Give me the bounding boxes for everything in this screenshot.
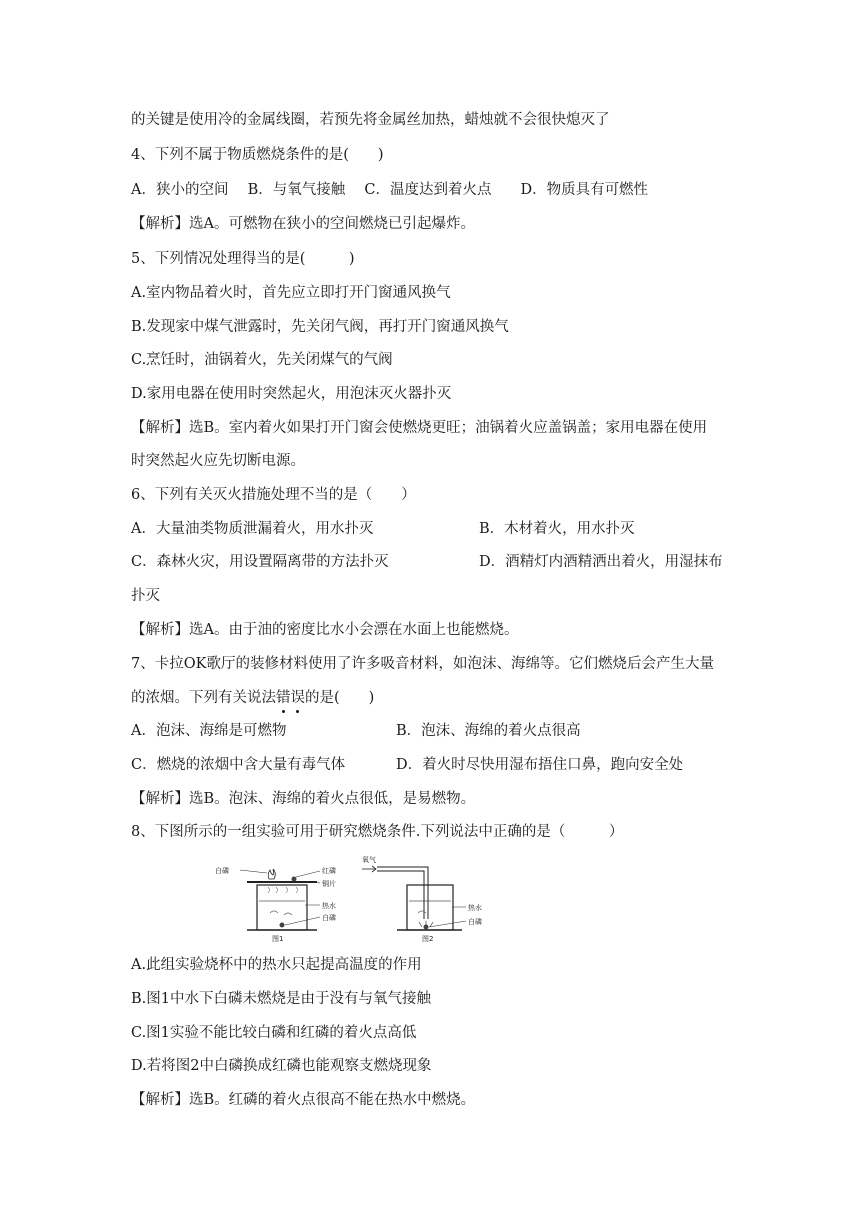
question-5-option-d: D.家用电器在使用时突然起火，用泡沫灭火器扑灭: [131, 386, 452, 402]
question-6-option-d: D．酒精灯内酒精洒出着火，用湿抹布: [479, 554, 723, 570]
question-5-option-a: A.室内物品着火时，首先应立即打开门窗通风换气: [131, 285, 451, 301]
question-5-option-b: B.发现家中煤气泄露时，先关闭气阀，再打开门窗通风换气: [131, 319, 509, 335]
question-5: 5、下列情况处理得当的是( ): [131, 251, 355, 267]
figure-1-label-white-phosphorus-2: 白磷: [322, 914, 336, 922]
question-8-answer: 【解析】选B。红磷的着火点很高不能在热水中燃烧。: [131, 1092, 476, 1108]
question-6-option-c: C．森林火灾，用设置隔离带的方法扑灭: [131, 554, 389, 570]
question-7-answer: 【解析】选B。泡沫、海绵的着火点很低，是易燃物。: [131, 791, 476, 807]
question-7-line-1: 7、卡拉OK歌厅的装修材料使用了许多吸音材料，如泡沫、海绵等。它们燃烧后会产生大量: [131, 656, 714, 672]
question-5-option-c: C.烹饪时，油锅着火，先关闭煤气的气阀: [131, 352, 393, 368]
experiment-figure: [212, 853, 492, 943]
question-6-option-d-continued: 扑灭: [131, 588, 160, 604]
figure-1-label-white-phosphorus: 白磷: [215, 867, 229, 875]
question-7-line-2: [131, 688, 374, 708]
figure-2-label-oxygen: 氧气: [362, 856, 376, 864]
figure-1-apparatus: [215, 866, 336, 943]
figure-2-label-white-phosphorus: 白磷: [468, 918, 482, 926]
question-7-tail: 的是( ): [305, 690, 375, 706]
question-8-option-b: B.图1中水下白磷未燃烧是由于没有与氧气接触: [131, 991, 431, 1007]
question-7-option-b: B．泡沫、海绵的着火点很高: [396, 723, 581, 739]
question-5-answer-line-2: 时突然起火应先切断电源。: [131, 453, 305, 469]
paragraph-continuation: 的关键是使用冷的金属线圈，若预先将金属丝加热，蜡烛就不会很快熄灭了: [131, 112, 610, 128]
figure-1-label-red-phosphorus: 红磷: [322, 867, 336, 875]
figure-2-caption: 图2: [422, 935, 434, 943]
question-8-option-c: C.图1实验不能比较白磷和红磷的着火点高低: [131, 1025, 417, 1041]
question-6-option-a: A．大量油类物质泄漏着火，用水扑灭: [131, 521, 374, 537]
figure-2-apparatus: [362, 855, 482, 943]
question-4-options: A．狭小的空间 B．与氧气接触 C．温度达到着火点 D．物质具有可燃性: [131, 182, 649, 198]
emphasis-char-2: 误: [290, 690, 305, 706]
question-8: 8、下图所示的一组实验可用于研究燃烧条件.下列说法中正确的是（ ）: [131, 824, 624, 840]
question-4-answer: 【解析】选A。可燃物在狭小的空间燃烧已引起爆炸。: [131, 216, 475, 232]
question-7-option-d: D．着火时尽快用湿布捂住口鼻，跑向安全处: [396, 757, 684, 773]
figure-1-label-hot-water: 热水: [322, 902, 336, 910]
figure-1-label-copper-plate: 铜片: [322, 880, 336, 888]
emphasis-char-1: 错: [276, 690, 291, 706]
figure-1-caption: 图1: [272, 935, 284, 943]
question-6-option-b: B．木材着火，用水扑灭: [479, 521, 635, 537]
question-7-text: 的浓烟。下列有关说法: [131, 690, 276, 706]
question-6: 6、下列有关灭火措施处理不当的是（ ）: [131, 487, 416, 503]
question-8-option-a: A.此组实验烧杯中的热水只起提高温度的作用: [131, 957, 422, 973]
figure-2-label-hot-water: 热水: [468, 904, 482, 912]
question-4: 4、下列不属于物质燃烧条件的是( ): [131, 147, 384, 163]
question-5-answer-line-1: 【解析】选B。室内着火如果打开门窗会使燃烧更旺；油锅着火应盖锅盖；家用电器在使用: [131, 420, 708, 436]
question-6-answer: 【解析】选A。由于油的密度比水小会漂在水面上也能燃烧。: [131, 622, 519, 638]
question-7-option-c: C．燃烧的浓烟中含大量有毒气体: [131, 757, 346, 773]
question-7-option-a: A．泡沫、海绵是可燃物: [131, 723, 287, 739]
question-8-option-d: D.若将图2中白磷换成红磷也能观察支燃烧现象: [131, 1058, 432, 1074]
